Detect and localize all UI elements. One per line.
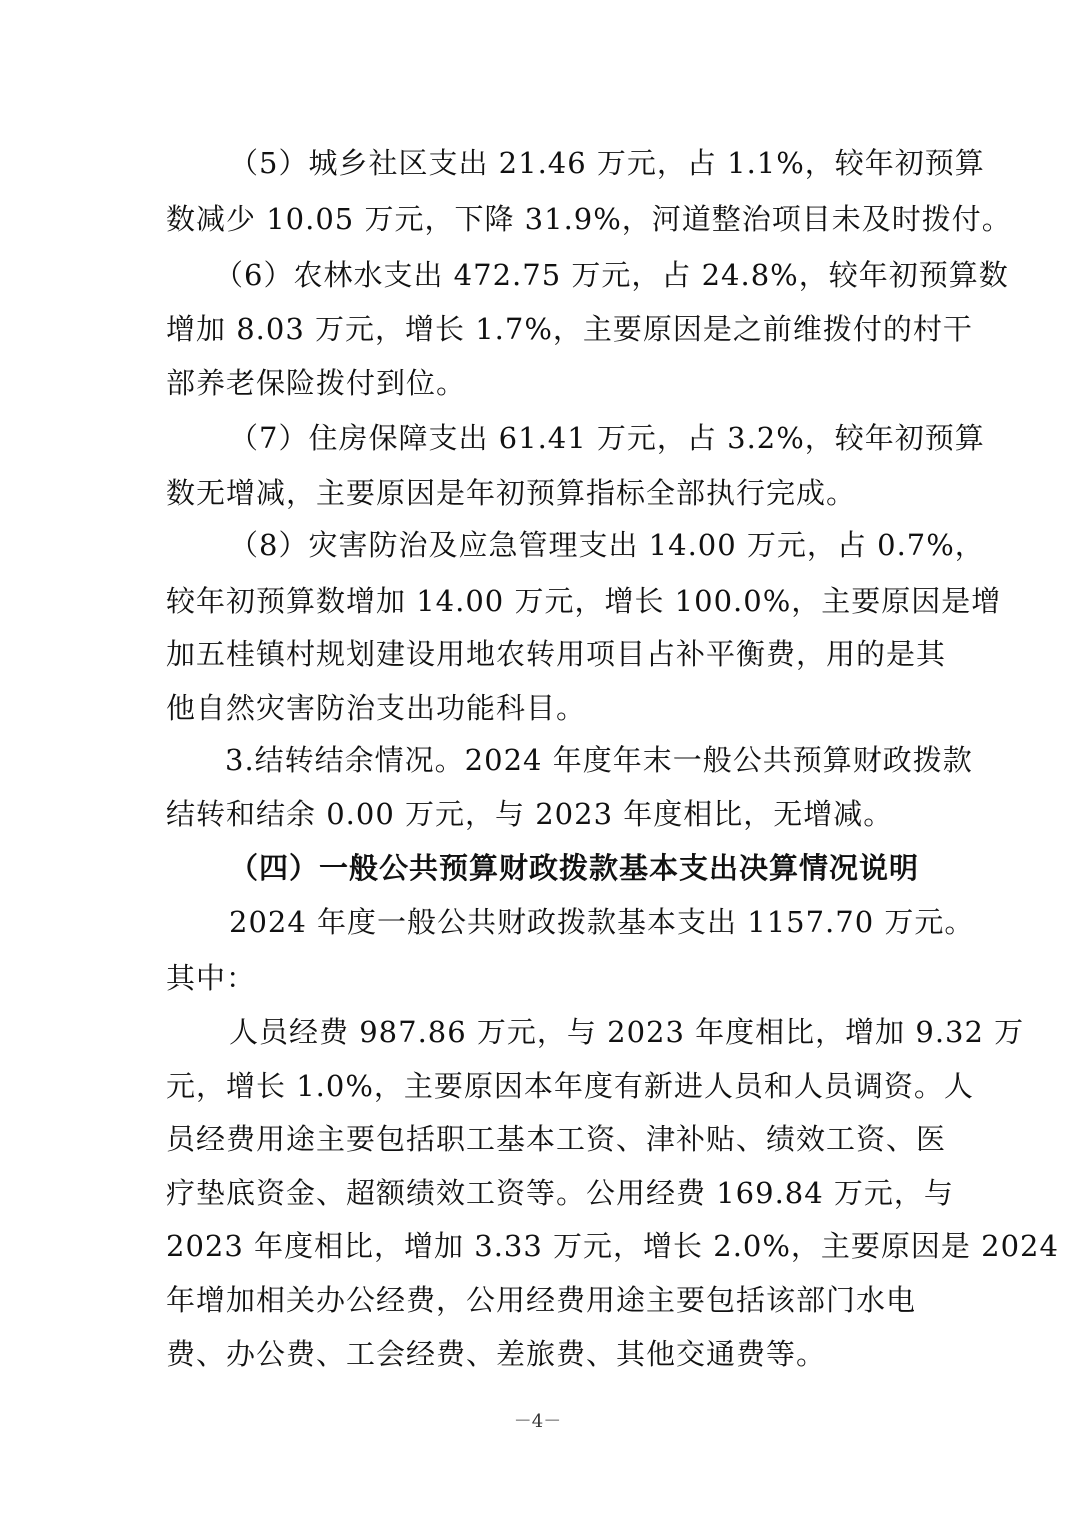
paragraph-line: 员经费用途主要包括职工基本工资、津补贴、绩效工资、医 — [166, 1122, 947, 1156]
paragraph-line: 2024 年度一般公共财政拨款基本支出 1157.70 万元。 — [229, 905, 975, 939]
paragraph-line: 增加 8.03 万元，增长 1.7%，主要原因是之前维拨付的村干 — [166, 312, 973, 346]
paragraph-line: 数无增减，主要原因是年初预算指标全部执行完成。 — [166, 476, 857, 510]
paragraph-line: 加五桂镇村规划建设用地农转用项目占补平衡费，用的是其 — [166, 637, 947, 671]
paragraph-line: 年增加相关办公经费，公用经费用途主要包括该部门水电 — [166, 1283, 917, 1317]
paragraph-line: 元，增长 1.0%，主要原因本年度有新进人员和人员调资。人 — [166, 1069, 974, 1103]
paragraph-line: 他自然灾害防治支出功能科目。 — [166, 691, 587, 725]
paragraph-line: 疗垫底资金、超额绩效工资等。公用经费 169.84 万元，与 — [166, 1176, 954, 1210]
paragraph-line: 其中： — [166, 961, 257, 995]
paragraph-line: （7）住房保障支出 61.41 万元，占 3.2%，较年初预算 — [229, 421, 985, 455]
paragraph-line: 结转和结余 0.00 万元，与 2023 年度相比，无增减。 — [166, 797, 894, 831]
paragraph-line: 2023 年度相比，增加 3.33 万元，增长 2.0%，主要原因是 2024 — [166, 1229, 1059, 1263]
page-number: －4－ — [513, 1411, 562, 1432]
paragraph-line: （6）农林水支出 472.75 万元，占 24.8%，较年初预算数 — [214, 258, 1009, 292]
paragraph-line: 费、办公费、工会经费、差旅费、其他交通费等。 — [166, 1337, 827, 1371]
paragraph-line: 人员经费 987.86 万元，与 2023 年度相比，增加 9.32 万 — [229, 1015, 1025, 1049]
paragraph-line: 3.结转结余情况。2024 年度年末一般公共预算财政拨款 — [225, 743, 973, 777]
paragraph-line: 较年初预算数增加 14.00 万元，增长 100.0%，主要原因是增 — [166, 584, 1002, 618]
paragraph-line: 部养老保险拨付到位。 — [166, 366, 467, 400]
section-heading: （四）一般公共预算财政拨款基本支出决算情况说明 — [229, 851, 920, 885]
paragraph-line: （8）灾害防治及应急管理支出 14.00 万元，占 0.7%， — [229, 528, 985, 562]
paragraph-line: 数减少 10.05 万元，下降 31.9%，河道整治项目未及时拨付。 — [166, 202, 1012, 236]
paragraph-line: （5）城乡社区支出 21.46 万元，占 1.1%，较年初预算 — [229, 146, 985, 180]
